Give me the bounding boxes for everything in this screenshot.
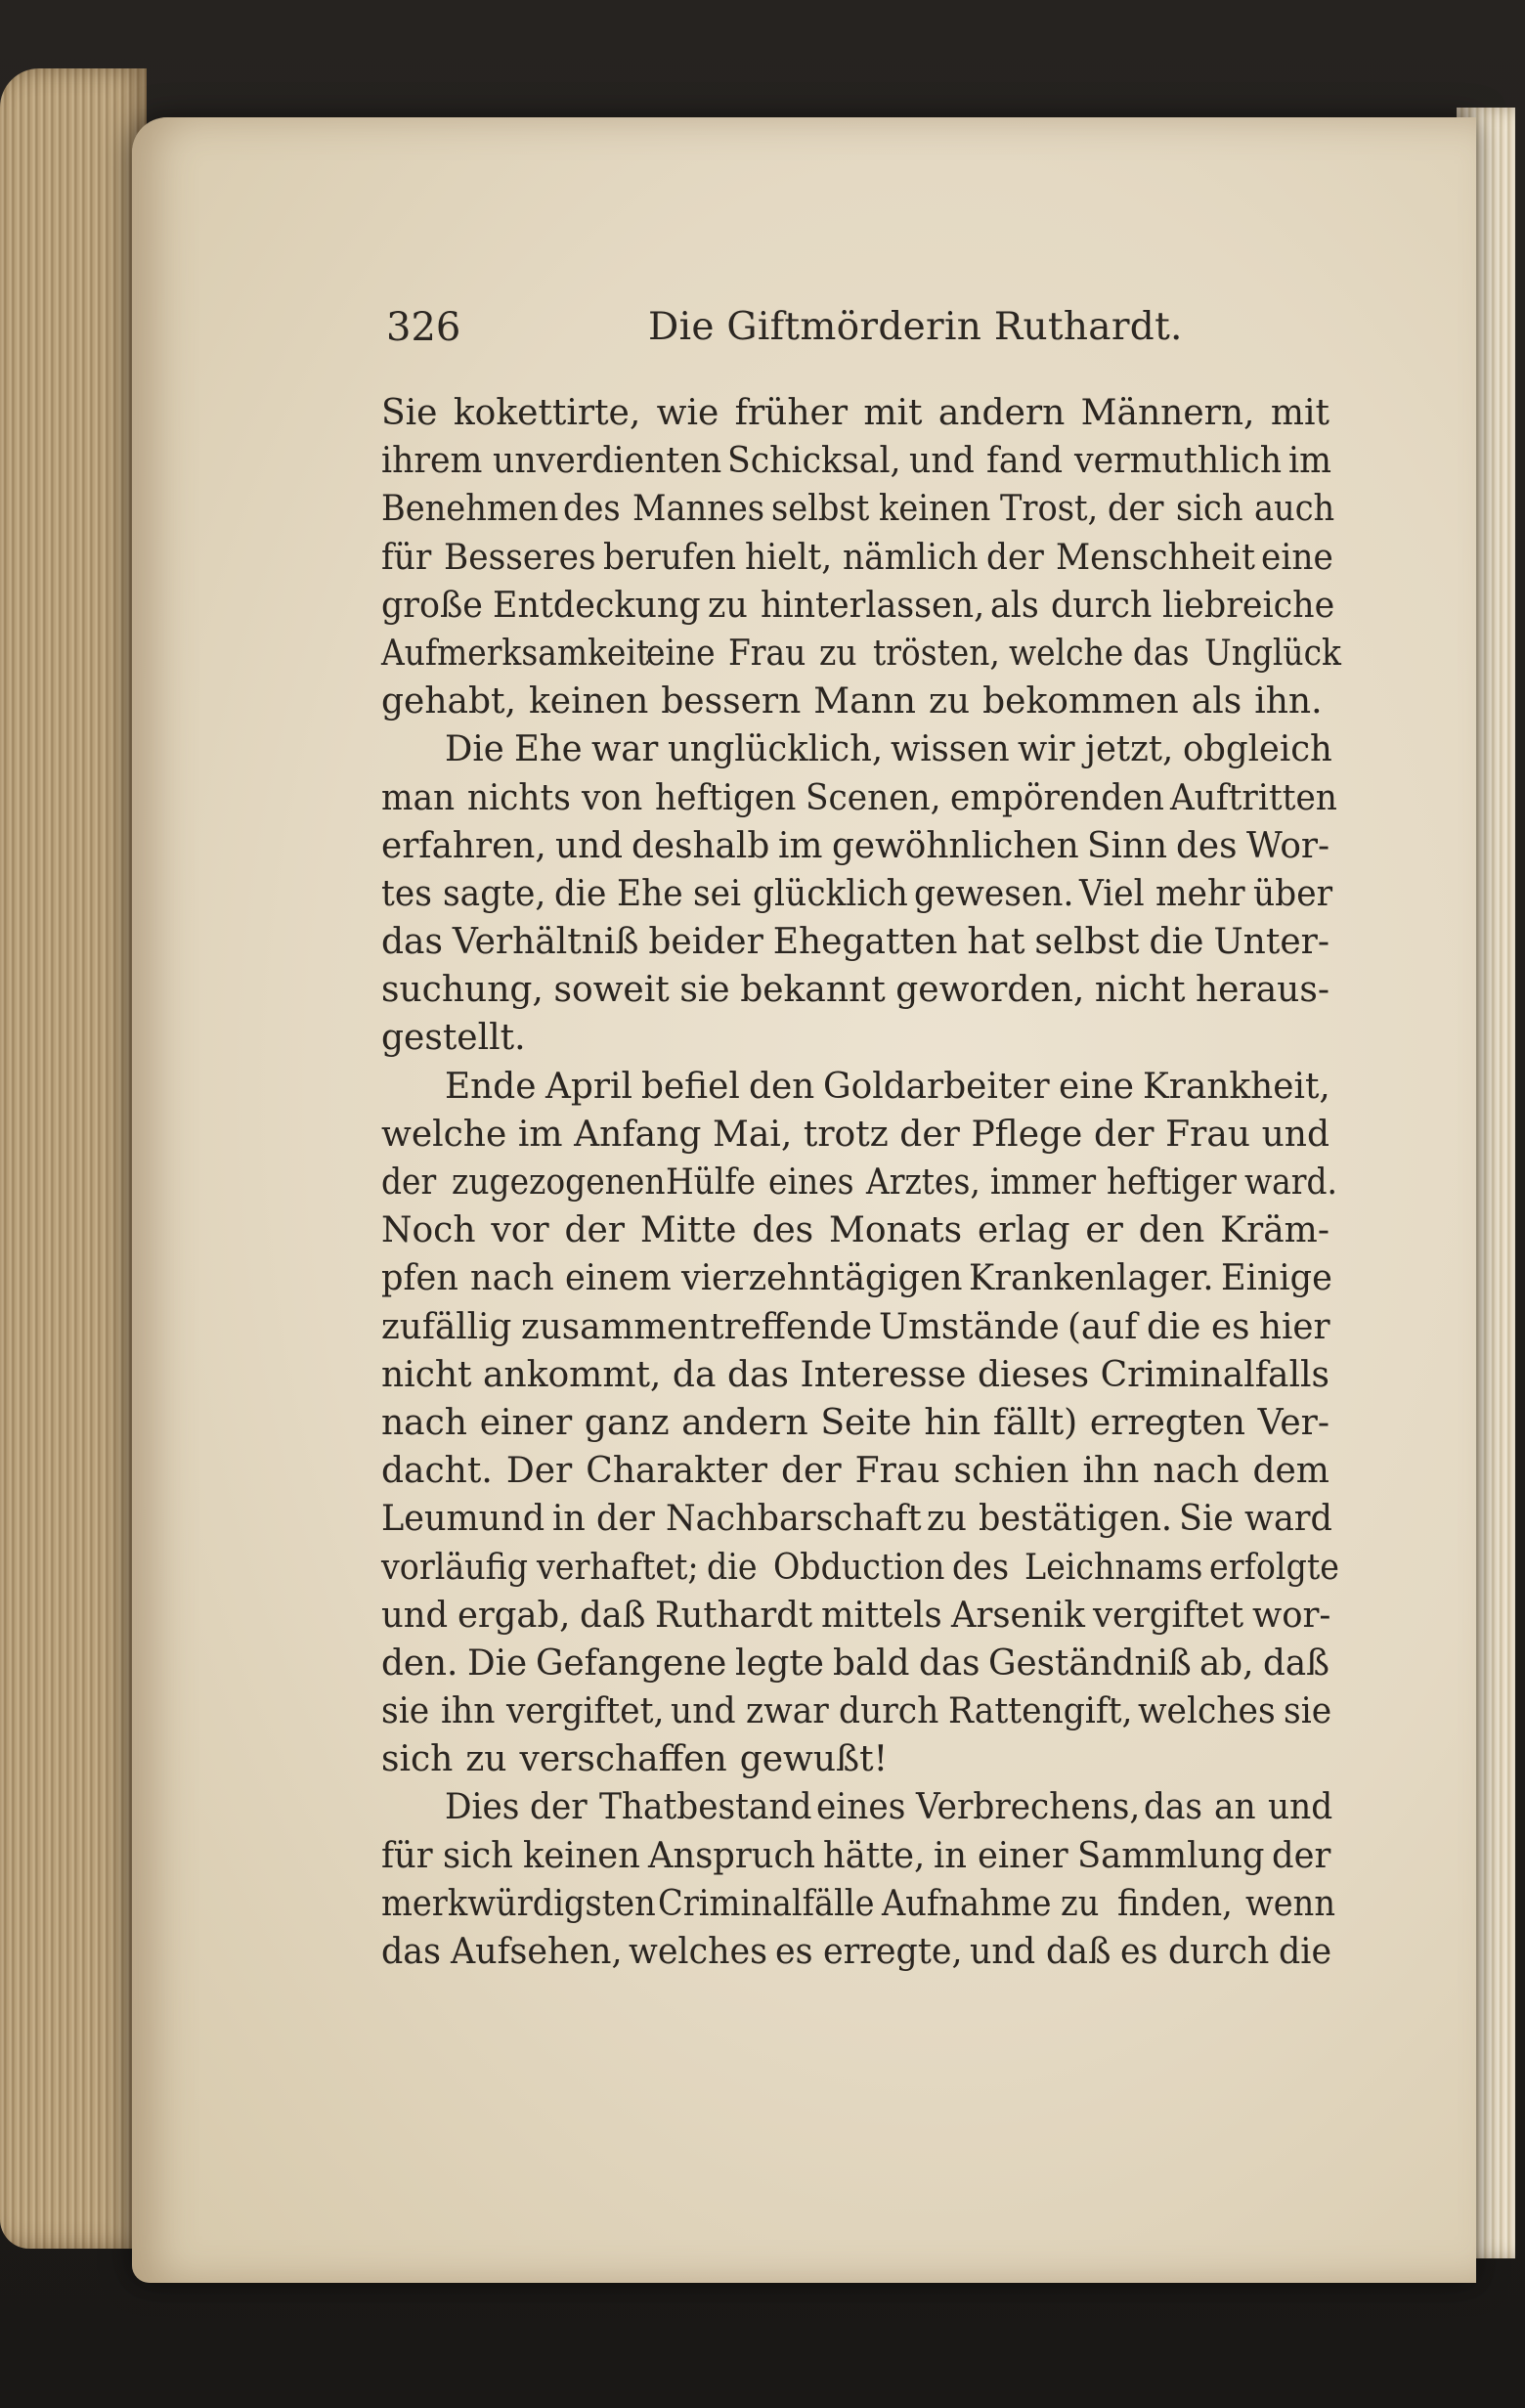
word: Mannes	[632, 489, 764, 530]
word: Umstände	[878, 1306, 1060, 1347]
word: Krankheit,	[1142, 1066, 1330, 1107]
word: zu	[465, 1739, 507, 1780]
word: selbst	[771, 489, 870, 530]
word: eine	[645, 633, 716, 674]
word: Die	[445, 729, 504, 770]
word: hielt,	[744, 537, 833, 578]
word: Seite	[820, 1402, 912, 1443]
word: für	[381, 1835, 433, 1876]
word: das	[381, 1932, 441, 1972]
page-edges-left	[0, 68, 147, 2249]
word: vermuthlich	[1073, 441, 1282, 482]
word: Verhältniß	[452, 922, 639, 963]
word: einer	[479, 1402, 573, 1443]
word: Geständniß	[988, 1642, 1193, 1684]
word: verhaftet;	[537, 1547, 699, 1588]
text-line	[381, 1063, 1329, 1111]
word: in	[552, 1499, 586, 1540]
word: Auftritten	[1169, 777, 1337, 818]
word: Sie	[381, 393, 438, 433]
text-line	[381, 485, 1335, 533]
word: den.	[381, 1642, 458, 1684]
word: Frau	[854, 1451, 940, 1492]
word: als	[1191, 681, 1242, 722]
word: der	[899, 1114, 960, 1155]
text-line	[381, 870, 1333, 918]
word: Einige	[1221, 1258, 1332, 1299]
word: Monats	[829, 1210, 963, 1251]
word: Criminalfalls	[1100, 1354, 1329, 1395]
text-line	[381, 1495, 1332, 1543]
word: der	[530, 1787, 588, 1828]
word: gewußt!	[739, 1739, 889, 1780]
text-line	[381, 1640, 1329, 1687]
word: große	[381, 585, 483, 626]
word: war	[591, 729, 659, 770]
word: glücklich	[752, 873, 908, 914]
word: die	[1147, 1306, 1201, 1347]
word: daß	[579, 1595, 646, 1636]
word: dem	[1252, 1451, 1329, 1492]
word: pfen	[381, 1258, 458, 1299]
word: Der	[505, 1451, 573, 1492]
word: durch	[1168, 1932, 1270, 1972]
word: Arztes,	[865, 1162, 980, 1203]
word: Schicksal,	[727, 441, 901, 482]
word: befiel	[640, 1066, 740, 1107]
word: ihn	[1082, 1451, 1140, 1492]
word: bekannt	[740, 970, 886, 1011]
text-line	[381, 1014, 1329, 1062]
text-line	[381, 678, 1329, 725]
text-line	[381, 1544, 1340, 1592]
word: die	[554, 873, 607, 914]
word: des	[1176, 825, 1238, 866]
word: hinterlassen,	[760, 585, 984, 626]
word: daß	[1045, 1932, 1111, 1972]
word: nach	[381, 1402, 467, 1443]
word: liebreiche	[1162, 585, 1335, 626]
word: wissen	[890, 729, 1010, 770]
word: nach	[1153, 1451, 1240, 1492]
word: Nachbarschaft	[666, 1499, 922, 1540]
word: der	[781, 1451, 842, 1492]
word: Unter-	[1213, 922, 1329, 963]
word: Sinn	[1087, 825, 1168, 866]
word: Anfang	[574, 1114, 702, 1155]
word: ihn.	[1254, 681, 1323, 722]
word: Arsenik	[950, 1595, 1085, 1636]
text-line	[381, 1159, 1338, 1206]
word: fand	[986, 441, 1064, 482]
text-line	[381, 1399, 1329, 1447]
word: ankommt,	[483, 1354, 662, 1395]
word: vor	[491, 1210, 549, 1251]
word: Trost,	[999, 489, 1098, 530]
word: man	[381, 777, 456, 818]
word: sich	[381, 1739, 454, 1780]
word: erlag	[977, 1210, 1070, 1251]
word: Ver-	[1257, 1402, 1329, 1443]
word: für	[381, 537, 432, 578]
word: zu	[818, 633, 857, 674]
word: (auf	[1068, 1306, 1138, 1347]
word: wir	[1018, 729, 1075, 770]
word: schien	[953, 1451, 1069, 1492]
page-number: 326	[386, 305, 461, 350]
text-line	[381, 437, 1329, 485]
word: unverdienten	[493, 441, 722, 482]
word: soweit	[553, 970, 670, 1011]
word: zu	[708, 585, 748, 626]
word: durch	[1051, 585, 1153, 626]
text-line	[381, 582, 1335, 630]
word: Noch	[381, 1210, 476, 1251]
word: Criminalfälle	[658, 1883, 875, 1924]
word: die	[706, 1547, 758, 1588]
word: vergiftet	[1093, 1595, 1244, 1636]
word: bessern	[661, 681, 802, 722]
word: geworden,	[895, 970, 1085, 1011]
word: ihrem	[381, 441, 483, 482]
word: empörenden	[950, 777, 1164, 818]
word: hat	[967, 922, 1025, 963]
word: trotz	[803, 1114, 889, 1155]
word: berufen	[603, 537, 737, 578]
word: Scenen,	[805, 777, 941, 818]
text-line	[381, 1351, 1329, 1399]
word: den	[748, 1066, 815, 1107]
word: Ehe	[617, 873, 684, 914]
word: es	[1210, 1306, 1250, 1347]
word: vorläufig	[381, 1547, 529, 1588]
word: finden,	[1116, 1883, 1233, 1924]
word: Aufsehen,	[451, 1932, 623, 1972]
word: kokettirte,	[453, 393, 641, 433]
text-line	[381, 1735, 1329, 1783]
word: Mitte	[639, 1210, 737, 1251]
word: beider	[648, 922, 763, 963]
word: welche	[381, 1114, 507, 1155]
word: zu	[927, 1499, 968, 1540]
word: welches	[629, 1932, 768, 1972]
word: über	[1253, 873, 1333, 914]
word: zu	[1060, 1883, 1100, 1924]
text-line	[381, 1447, 1329, 1495]
word: mittels	[820, 1595, 942, 1636]
text-line	[381, 1687, 1332, 1735]
word: mit	[1270, 393, 1329, 433]
word: erregte,	[823, 1932, 963, 1972]
word: der	[1107, 489, 1164, 530]
word: eines	[767, 1162, 854, 1203]
word: eine	[1058, 1066, 1134, 1107]
text-line	[381, 966, 1329, 1014]
word: mehr	[1155, 873, 1245, 914]
word: hier	[1259, 1306, 1330, 1347]
word: Frau	[728, 633, 806, 674]
word: das	[1133, 633, 1190, 674]
word: zufällig	[381, 1306, 512, 1347]
word: ganz	[584, 1402, 670, 1443]
word: erfahren,	[381, 825, 546, 866]
word: gewesen.	[913, 873, 1074, 914]
word: als	[990, 585, 1040, 626]
word: ward	[1243, 1499, 1332, 1540]
word: Männern,	[1080, 393, 1255, 433]
word: gestellt.	[381, 1018, 526, 1059]
word: welche	[1009, 633, 1124, 674]
word: sie	[1283, 1691, 1332, 1732]
word: Ende	[445, 1066, 537, 1107]
text-line	[381, 1783, 1333, 1831]
word: legte	[734, 1642, 824, 1684]
word: des	[951, 1547, 1009, 1588]
word: zugezogenen	[451, 1162, 666, 1203]
word: gehabt,	[381, 681, 516, 722]
word: Interesse	[800, 1354, 967, 1395]
word: Charakter	[586, 1451, 767, 1492]
word: und	[970, 1932, 1036, 1972]
word: heftiger	[1106, 1162, 1237, 1203]
word: Goldarbeiter	[823, 1066, 1051, 1107]
word: eines	[815, 1787, 906, 1828]
word: Sammlung	[1077, 1835, 1265, 1876]
word: Die	[466, 1642, 527, 1684]
text-line	[381, 1880, 1336, 1928]
word: des	[752, 1210, 814, 1251]
word: und	[1267, 1787, 1333, 1828]
word: andern	[937, 393, 1066, 433]
word: nichts	[466, 777, 571, 818]
word: Benehmen	[381, 489, 559, 530]
word: vergiftet,	[505, 1691, 665, 1732]
word: in	[934, 1835, 968, 1876]
word: sie	[679, 970, 730, 1011]
word: nach	[469, 1258, 554, 1299]
word: und	[554, 825, 623, 866]
text-line	[381, 774, 1337, 822]
word: mit	[863, 393, 923, 433]
word: Entdeckung	[493, 585, 702, 626]
text-line	[381, 822, 1329, 870]
word: einer	[978, 1835, 1068, 1876]
word: nicht	[381, 1354, 472, 1395]
word: das	[918, 1642, 980, 1684]
word: an	[1213, 1787, 1256, 1828]
text-line	[381, 1111, 1329, 1159]
word: der	[1093, 1114, 1155, 1155]
word: die	[1149, 922, 1204, 963]
word: die	[1278, 1932, 1331, 1972]
word: heraus-	[1196, 970, 1329, 1011]
word: wenn	[1245, 1883, 1336, 1924]
word: das	[726, 1354, 789, 1395]
word: zwar	[746, 1691, 830, 1732]
text-line	[381, 1592, 1329, 1640]
word: und	[671, 1691, 736, 1732]
word: dieses	[977, 1354, 1090, 1395]
word: keinen	[522, 1835, 640, 1876]
word: im	[1287, 441, 1331, 482]
word: Unglück	[1204, 633, 1342, 674]
word: erfolgte	[1209, 1547, 1340, 1588]
word: erregten	[1089, 1402, 1245, 1443]
text-line	[381, 1303, 1329, 1351]
word: ab,	[1199, 1642, 1254, 1684]
word: jetzt,	[1084, 729, 1174, 770]
word: durch	[839, 1691, 939, 1732]
word: Rattengift,	[948, 1691, 1133, 1732]
word: keinen	[879, 489, 991, 530]
word: Leichnams	[1024, 1547, 1203, 1588]
word: unglücklich,	[668, 729, 884, 770]
word: keinen	[528, 681, 649, 722]
word: Dies	[445, 1787, 520, 1828]
word: heftigen	[655, 777, 797, 818]
word: Krankenlager.	[969, 1258, 1214, 1299]
word: tes	[381, 873, 432, 914]
word: dacht.	[381, 1451, 493, 1492]
word: von	[581, 777, 642, 818]
word: zusammentreffende	[520, 1306, 872, 1347]
text-line	[381, 918, 1329, 966]
text-line	[381, 1832, 1329, 1880]
word: ward.	[1244, 1162, 1338, 1203]
word: auch	[1254, 489, 1335, 530]
word: Besseres	[443, 537, 596, 578]
word: Gefangene	[536, 1642, 727, 1684]
word: Aufmerksamkeit	[381, 633, 650, 674]
word: Ehe	[513, 729, 583, 770]
text-line	[381, 1206, 1329, 1254]
word: vierzehntägigen	[681, 1258, 963, 1299]
word: Wor-	[1246, 825, 1330, 866]
word: welches	[1138, 1691, 1277, 1732]
word: trösten,	[873, 633, 1001, 674]
word: nämlich	[842, 537, 979, 578]
word: fällt)	[992, 1402, 1078, 1443]
text-line	[381, 1928, 1329, 1976]
word: Hülfe	[666, 1162, 757, 1203]
text-line	[381, 725, 1332, 773]
word: Ehegatten	[772, 922, 958, 963]
word: Viel	[1079, 873, 1146, 914]
running-head	[386, 298, 1183, 357]
word: obgleich	[1182, 729, 1332, 770]
word: des	[562, 489, 621, 530]
word: es	[774, 1932, 813, 1972]
word: ihn	[440, 1691, 496, 1732]
word: Mai,	[712, 1114, 793, 1155]
word: wor-	[1252, 1595, 1331, 1636]
word: das	[381, 922, 443, 963]
word: Pflege	[971, 1114, 1083, 1155]
word: gewöhnlichen	[831, 825, 1079, 866]
word: April	[545, 1066, 632, 1107]
running-title: Die Giftmörderin Ruthardt.	[648, 305, 1183, 349]
word: Mann	[813, 681, 916, 722]
word: Anspruch	[648, 1835, 816, 1876]
word: selbst	[1034, 922, 1140, 963]
word: der	[1271, 1835, 1331, 1876]
word: sie	[381, 1691, 430, 1732]
word: der	[986, 537, 1044, 578]
word: sagte,	[442, 873, 546, 914]
word: er	[1085, 1210, 1123, 1251]
word: bekommen	[982, 681, 1179, 722]
word: zu	[928, 681, 971, 722]
word: suchung,	[381, 970, 544, 1011]
word: Obduction	[773, 1547, 945, 1588]
word: Menschheit	[1056, 537, 1255, 578]
body-text	[381, 389, 1342, 1976]
word: im	[778, 825, 823, 866]
word: da	[672, 1354, 717, 1395]
word: Kräm-	[1220, 1210, 1329, 1251]
word: Verbrechens,	[915, 1787, 1140, 1828]
word: den	[1138, 1210, 1205, 1251]
text-line	[381, 389, 1329, 437]
word: hin	[924, 1402, 981, 1443]
word: und	[1261, 1114, 1329, 1155]
word: der	[564, 1210, 626, 1251]
word: immer	[989, 1162, 1096, 1203]
word: früher	[734, 393, 849, 433]
word: einem	[564, 1258, 672, 1299]
word: sich	[1175, 489, 1243, 530]
word: im	[517, 1114, 563, 1155]
word: der	[596, 1499, 656, 1540]
word: verschaffen	[519, 1739, 727, 1780]
word: Thatbestand	[599, 1787, 812, 1828]
word: das	[1143, 1787, 1202, 1828]
word: und	[909, 441, 975, 482]
word: Sie	[1178, 1499, 1234, 1540]
word: nicht	[1094, 970, 1186, 1011]
word: sich	[442, 1835, 513, 1876]
word: bald	[832, 1642, 910, 1684]
word: wie	[656, 393, 719, 433]
word: daß	[1263, 1642, 1330, 1684]
text-line	[381, 534, 1333, 582]
word: der	[381, 1162, 437, 1203]
word: und	[381, 1595, 449, 1636]
word: es	[1119, 1932, 1158, 1972]
word: Aufnahme	[881, 1883, 1052, 1924]
word: Frau	[1165, 1114, 1250, 1155]
word: merkwürdigsten	[381, 1883, 656, 1924]
word: ergab,	[458, 1595, 571, 1636]
word: bestätigen.	[978, 1499, 1172, 1540]
word: deshalb	[631, 825, 770, 866]
text-line	[381, 1254, 1332, 1302]
word: hätte,	[823, 1835, 926, 1876]
text-line	[381, 630, 1342, 678]
word: Ruthardt	[655, 1595, 813, 1636]
word: andern	[681, 1402, 808, 1443]
word: eine	[1260, 537, 1333, 578]
word: sei	[693, 873, 742, 914]
word: Leumund	[381, 1499, 545, 1540]
